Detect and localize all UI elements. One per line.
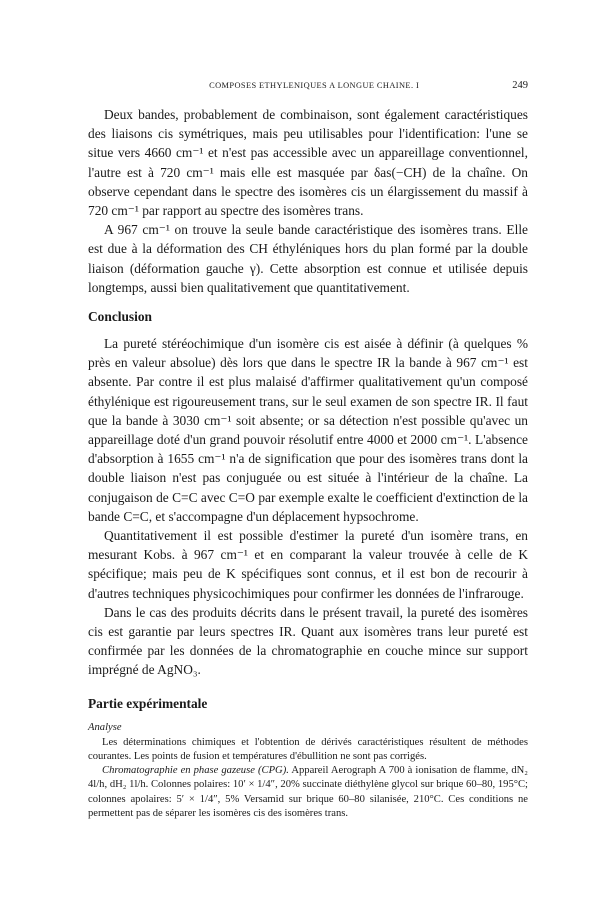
conclusion-paragraph-3: Dans le cas des produits décrits dans le présent travail, la pureté des isomères cis est garantie par leurs spectres IR. Quant aux isomères trans leur pureté est confirmée par les données de la chromatographie en couche mince sur support imprégné de AgNO₃. [88,604,528,678]
experimental-heading: Partie expérimentale [88,695,208,711]
body-text [88,105,528,821]
gc-lead: Chromatographie en phase gazeuse (CPG). [102,765,289,777]
paragraph-combination-bands: Deux bandes, probablement de combinaison, sont également caractéristiques des liaisons cis symétriques, mais peu utilisables pour l'identification: l'une se situe vers 4660 cm⁻¹ et n'est pas accessible avec un appareillage conventionnel, l'autre est à 720 cm⁻¹ mais elle est masquée par δas(−CH) de la chaîne. On observe cependant dans le spectre des isomères cis un élargissement du massif à 720 cm⁻¹ par rapport au spectre des isomères trans. [88,107,528,219]
page-number: 249 [512,80,528,91]
conclusion-paragraph-2: Quantitativement il est possible d'estimer la pureté d'un isomère trans, en mesurant Kobs. à 967 cm⁻¹ et en comparant la valeur trouvée à celle de K spécifique; mais peu de K spécifiques sont connus, et il est bon de recourir à d'autres techniques physicochimiques pour confirmer les données de l'infrarouge. [88,528,528,601]
paragraph-967-band: A 967 cm⁻¹ on trouve la seule bande caractéristique des isomères trans. Elle est due à la déformation des CH éthyléniques hors du plan formé par la double liaison (déformation gauche γ). Cette absorption est connue et utilisée depuis longtemps, aussi bien qualitativement que quantitativement. [88,222,528,295]
gc-body: Appareil Aerograph A 700 à ionisation de flamme, dN₂ 4l/h, dH₂ 1l/h. Colonnes polaires: 10′ × 1/4″, 20% succinate diéthylène glycol sur brique 60–80, 195°C; colonnes apolaires: 5′ × 1/4″, 5% Versamid sur brique 60–80 silanisée, 210°C. Ces conditions ne permettent pas de séparer les isomères cis des isomères trans. [88,765,528,819]
conclusion-heading: Conclusion [88,309,152,325]
gc-paragraph [88,764,528,821]
analysis-subheading: Analyse [88,721,122,733]
analysis-paragraph: Les déterminations chimiques et l'obtention de dérivés caractéristiques résultent de méthodes courantes. Les points de fusion et températures d'ébullition ne sont pas corrigés. [88,736,528,762]
conclusion-paragraph-1: La pureté stéréochimique d'un isomère cis est aisée à définir (à quelques % près en valeur absolue) dès lors que dans le spectre IR la bande à 967 cm⁻¹ est absente. Par contre il est plus malaisé d'affirmer qualitativement qu'un composé éthylénique est rigoureusement trans, sur le seul examen de son spectre IR. Il faut que la bande à 3030 cm⁻¹ soit absente; or sa détection n'est possible qu'avec un appareillage doté d'un grand pouvoir résolutif entre 4000 et 2000 cm⁻¹. L'absence d'absorption à 1655 cm⁻¹ n'a de signification que pour des isomères trans dont la double liaison n'est pas conjuguée ou est située à l'intérieur de la chaîne. La conjugaison de C=C avec C=O par exemple exalte le coefficient d'extinction de la bande C=C, et s'accompagne d'un déplacement hypsochrome. [88,336,528,524]
running-head-title: COMPOSES ETHYLENIQUES A LONGUE CHAINE. I [209,81,420,90]
running-head [88,80,528,91]
